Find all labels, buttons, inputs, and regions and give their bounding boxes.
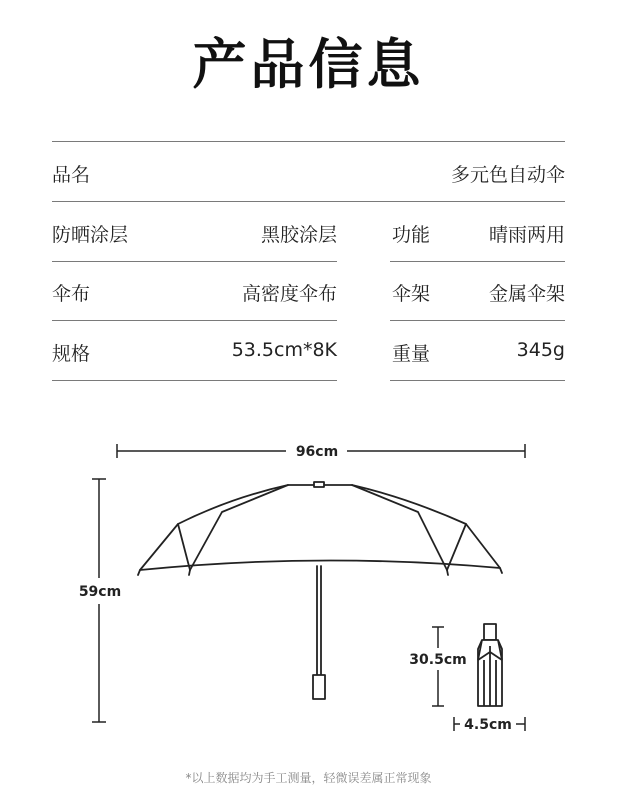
function-value: 晴雨两用 xyxy=(488,224,565,246)
size-label: 规格 xyxy=(52,343,91,365)
weight-label: 重量 xyxy=(392,343,431,365)
product-name-value: 多元色自动伞 xyxy=(450,164,565,186)
fabric-label: 伞布 xyxy=(52,283,91,305)
weight-value: 345g xyxy=(516,339,565,361)
footnote: *以上数据均为手工测量，轻微误差属正常现象 xyxy=(185,771,432,785)
frame-label: 伞架 xyxy=(392,283,431,305)
page-title: 产品信息 xyxy=(192,33,425,96)
folded-width-label: 4.5cm xyxy=(464,717,512,733)
size-value: 53.5cm*8K xyxy=(231,339,337,361)
uv-coating-label: 防晒涂层 xyxy=(52,224,129,246)
product-name-label: 品名 xyxy=(52,164,91,186)
fabric-value: 高密度伞布 xyxy=(241,283,337,305)
height-label: 59cm xyxy=(78,584,122,600)
uv-coating-value: 黑胶涂层 xyxy=(260,224,337,246)
folded-length-label: 30.5cm xyxy=(409,652,467,668)
width-label: 96cm xyxy=(295,444,339,460)
height-dimension xyxy=(92,479,106,722)
function-label: 功能 xyxy=(392,224,431,246)
folded-umbrella-icon xyxy=(478,624,502,706)
frame-value: 金属伞架 xyxy=(488,283,565,305)
